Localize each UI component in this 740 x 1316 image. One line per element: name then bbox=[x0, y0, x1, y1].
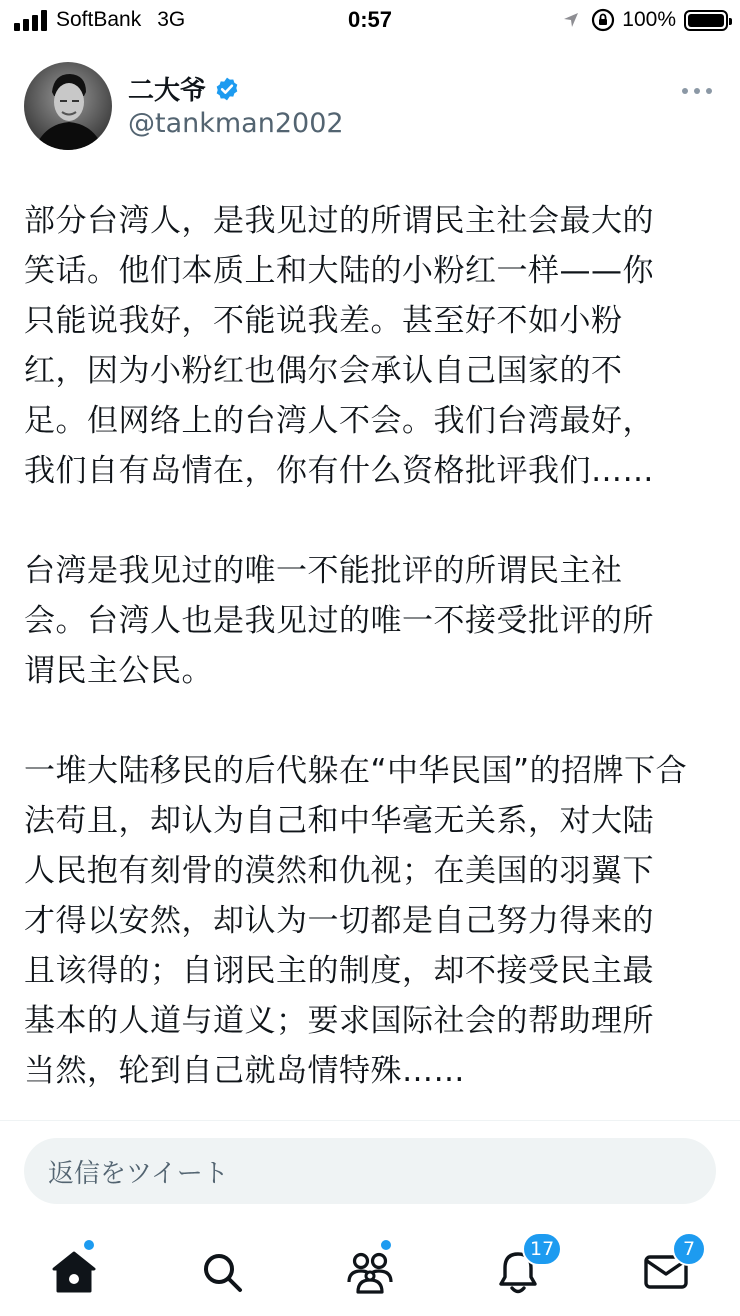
reply-placeholder: 返信をツイート bbox=[48, 1158, 229, 1189]
status-right bbox=[562, 7, 728, 33]
battery-icon bbox=[684, 10, 728, 31]
messages-badge: 7 bbox=[672, 1232, 706, 1266]
author-name[interactable] bbox=[128, 70, 240, 107]
author-handle[interactable]: @tankman2002 bbox=[128, 108, 344, 139]
home-icon bbox=[51, 1250, 97, 1294]
nav-notifications[interactable] bbox=[488, 1238, 555, 1302]
tweet-text bbox=[24, 196, 724, 1096]
home-notification-dot bbox=[84, 1240, 94, 1250]
verified-badge-icon bbox=[214, 76, 240, 102]
location-icon bbox=[562, 11, 580, 29]
author-name-text: 二大爷 bbox=[128, 76, 207, 106]
carrier-label: SoftBank bbox=[56, 8, 142, 31]
bottom-nav bbox=[0, 1226, 740, 1316]
tweet-paragraph: 部分台湾人，是我见过的所谓民主社会最大的 笑话。他们本质上和大陆的小粉红一样——你 只能说我好，不能说我差。甚至好不如小粉 红，因为小粉红也偶尔会承认自己国家的不 足。但网络上的台湾人不会。我们台湾最好， 我们自有岛情在，你有什么资格批评我们…… bbox=[24, 203, 654, 489]
nav-messages[interactable] bbox=[636, 1238, 696, 1302]
network-label: 3G bbox=[157, 8, 186, 31]
notifications-badge: 17 bbox=[522, 1232, 562, 1266]
avatar[interactable] bbox=[24, 62, 112, 150]
status-left bbox=[14, 8, 185, 32]
nav-home[interactable] bbox=[44, 1242, 104, 1302]
battery-percent: 100% bbox=[622, 8, 676, 31]
more-options-icon[interactable] bbox=[682, 86, 712, 96]
avatar-photo bbox=[24, 62, 112, 150]
tweet-paragraph: 一堆大陆移民的后代躲在“中华民国”的招牌下合 法苟且，却认为自己和中华毫无关系，对大陆 人民抱有刻骨的漠然和仇视；在美国的羽翼下 才得以安然，却认为一切都是自己努力得来的 且该得的；自诩民主的制度，却不接受民主最 基本的人道与道义；要求国际社会的帮助理所 当然，轮到自己就岛情特殊…… bbox=[24, 753, 688, 1089]
reply-input[interactable] bbox=[24, 1138, 716, 1204]
communities-notification-dot bbox=[381, 1240, 391, 1250]
orientation-lock-icon bbox=[590, 7, 616, 33]
divider bbox=[0, 1120, 740, 1121]
communities-icon bbox=[345, 1250, 395, 1294]
tweet-paragraph: 台湾是我见过的唯一不能批评的所谓民主社 会。台湾人也是我见过的唯一不接受批评的所 谓民主公民。 bbox=[24, 553, 654, 689]
nav-communities[interactable] bbox=[340, 1242, 400, 1302]
signal-icon bbox=[14, 9, 47, 31]
status-bar bbox=[0, 0, 740, 40]
status-time: 0:57 bbox=[347, 7, 393, 32]
nav-search[interactable] bbox=[192, 1242, 252, 1302]
search-icon bbox=[200, 1250, 244, 1294]
